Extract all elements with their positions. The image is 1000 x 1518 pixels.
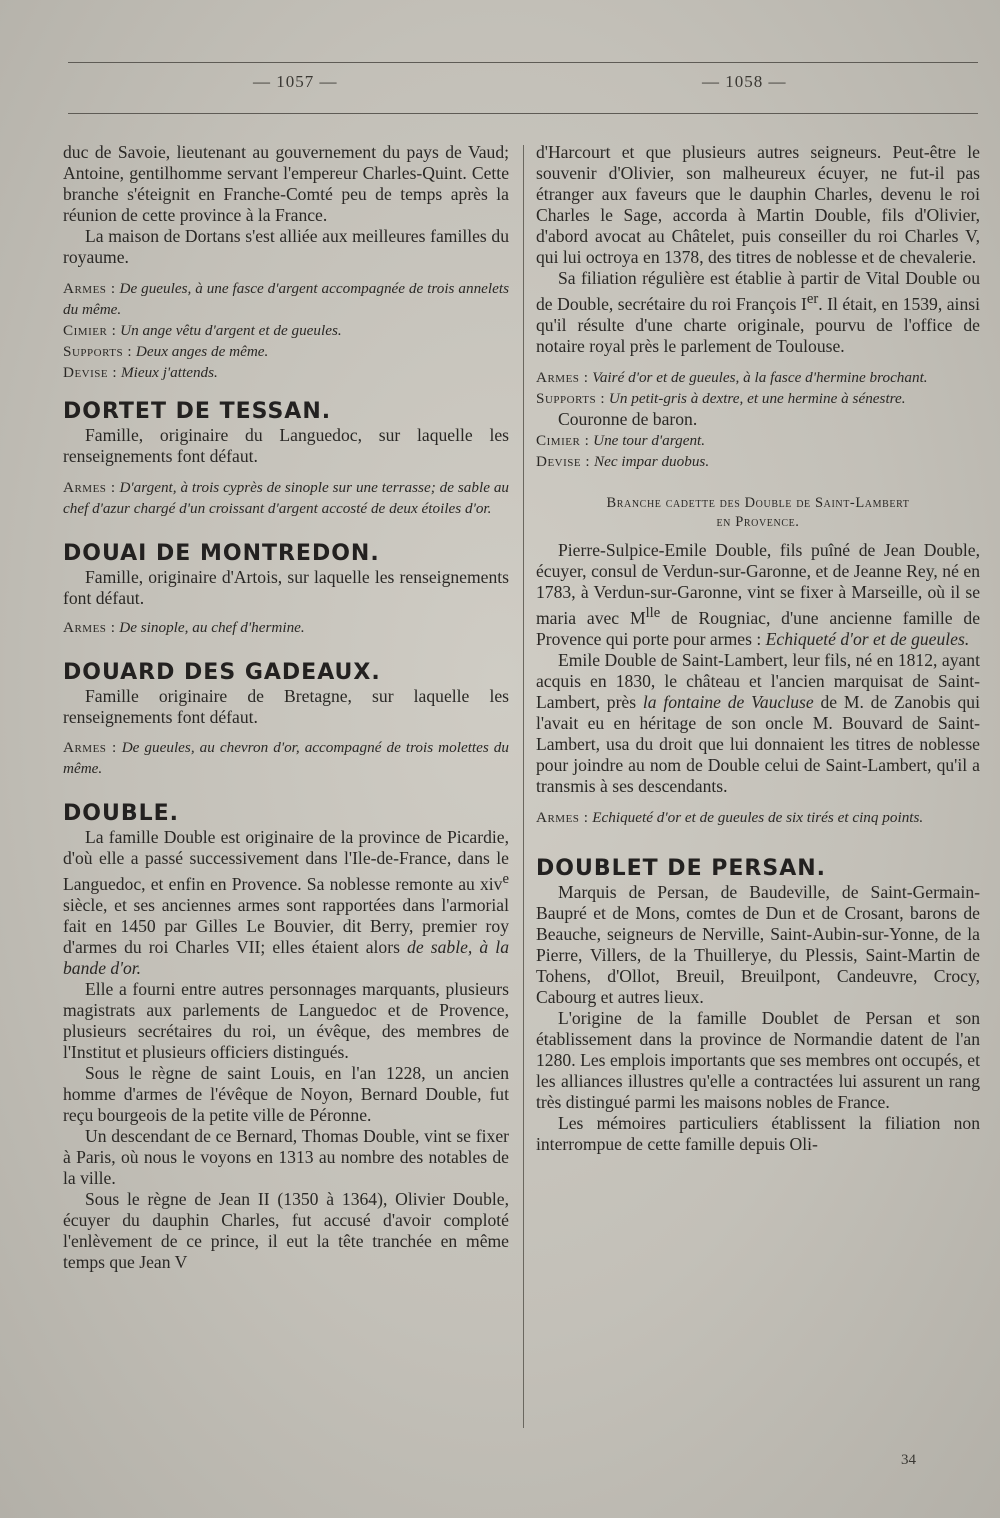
paragraph: Famille, originaire d'Artois, sur laquelle les renseignements font défaut. — [63, 567, 509, 608]
heraldry-label: Supports : — [63, 343, 133, 360]
heraldry-value: De sinople, au chef d'hermine. — [119, 619, 305, 636]
heraldry-label: Armes : — [63, 739, 117, 756]
superscript: lle — [645, 604, 661, 621]
right-column — [536, 142, 980, 1155]
text-run: de M. de Zanobis qui l'avait eu en héritage de son oncle M. Bouvard de Saint-Lambert, usa du droit que lui donnaient les titres de noblesse pour joindre au nom de Double celui de Saint-Lambert, qu'il a transmis à ses descendants. — [536, 691, 980, 796]
text-run: La famille Double est originaire de la province de Picardie, d'où elle a passé successivement dans l'Ile-de-France, dans le Languedoc, et enfin en Provence. Sa noblesse remonte au xiv — [63, 827, 509, 894]
heraldry-line — [63, 737, 509, 779]
heraldry-line — [63, 341, 509, 362]
paragraph: L'origine de la famille Doublet de Persan et son établissement dans la province de Normandie datent de l'an 1280. Les emplois importants que ses membres ont occupés, et les alliances illustres qu'elle a contractées lui assurent un rang très distingué parmi les maisons nobles de France. — [536, 1007, 980, 1112]
header-rule — [68, 113, 978, 114]
paragraph — [536, 650, 980, 797]
heraldry-label: Devise : — [63, 364, 118, 381]
heraldry-value: Deux anges de même. — [135, 343, 269, 360]
heraldry-label: Armes : — [63, 619, 116, 636]
paragraph — [536, 540, 980, 650]
heraldry-line — [63, 320, 509, 341]
paragraph: Famille, originaire du Languedoc, sur laquelle les renseignements font défaut. — [63, 425, 509, 466]
heraldry-value: Echiqueté d'or et de gueules de six tirés et cinq points. — [592, 808, 924, 826]
paragraph: Un descendant de ce Bernard, Thomas Double, vint se fixer à Paris, où nous le voyons en 1313 au nombre des notables de la ville. — [63, 1125, 509, 1188]
heraldry-label: Devise : — [536, 452, 591, 470]
heraldry-line — [536, 430, 980, 451]
column-divider — [523, 145, 524, 1428]
italic-run: la fontaine de Vaucluse — [642, 691, 814, 712]
heraldry-value: Une tour d'argent. — [593, 431, 706, 449]
heraldry-label: Armes : — [63, 479, 116, 496]
paragraph — [536, 268, 980, 357]
paragraph: Marquis de Persan, de Baudeville, de Saint-Germain-Baupré et de Mons, comtes de Dun et de Crosant, barons de Beauche, seigneurs de Nerville, Saint-Aubin-sur-Yonne, de la Pierre, Villers, de la Thuillerye, du Plessis, Saint-Martin de Tohens, d'Ollot, Breuil, Breuilpont, Candeuvre, Crocy, Cabourg et autres lieux. — [536, 881, 980, 1007]
entry-title-doublet: DOUBLET DE PERSAN. — [536, 855, 826, 881]
text-run: de Rougniac, d'une ancienne famille de Provence qui porte pour armes : — [536, 607, 981, 649]
heraldry-line — [536, 807, 980, 828]
paragraph: Elle a fourni entre autres personnages marquants, plusieurs magistrats aux parlements de Languedoc et de Provence, plusieurs secrétaires du roi, un évêque, des membres de l'Institut et plusieurs officiers distingués. — [63, 978, 509, 1062]
heraldry-value: Vairé d'or et de gueules, à la fasce d'hermine brochant. — [592, 368, 928, 386]
heraldry-label: Armes : — [536, 368, 589, 386]
page-number-right: — 1058 — — [702, 72, 787, 91]
heraldry-label: Supports : — [536, 389, 606, 407]
heraldry-value: Nec impar duobus. — [593, 452, 710, 470]
entry-title-douard: DOUARD DES GADEAUX. — [63, 660, 381, 685]
paragraph: Les mémoires particuliers établissent la filiation non interrompue de cette famille depuis Oli- — [536, 1112, 980, 1154]
text-run: Emile Double de Saint-Lambert, leur fils, né en 1812, ayant acquis en 1830, le château et l'ancien marquisat de Saint-Lambert, près — [536, 649, 980, 712]
italic-run: de sable, à la bande d'or. — [63, 936, 509, 978]
heraldry-label: Cimier : — [63, 322, 117, 339]
branch-title: Branche cadette des Double de Saint-Lambert — [606, 494, 910, 511]
paragraph: Sous le règne de saint Louis, en l'an 1228, un ancien homme d'armes de l'évêque de Noyon, Bernard Double, fut reçu bourgeois de la petite ville de Péronne. — [63, 1062, 509, 1125]
heraldry-line — [536, 451, 980, 472]
continuation-paragraph: duc de Savoie, lieutenant au gouvernement du pays de Vaud; Antoine, gentilhomme servant l'empereur Charles-Quint. Cette branche s'éteignit en Franche-Comté peu de temps après la réunion de cette province à la France. — [63, 142, 509, 225]
heraldry-value: Mieux j'attends. — [120, 364, 218, 381]
left-column — [63, 142, 509, 1273]
entry-title-double: DOUBLE. — [63, 801, 180, 826]
heraldry-label: Cimier : — [536, 431, 590, 449]
entry-title-douai: DOUAI DE MONTREDON. — [63, 541, 380, 566]
top-rule — [68, 62, 978, 63]
heraldry-line — [63, 362, 509, 383]
heraldry-line — [536, 388, 980, 409]
paragraph: Famille originaire de Bretagne, sur laquelle les renseignements font défaut. — [63, 686, 509, 727]
heraldry-value: De gueules, au chevron d'or, accompagné de trois molettes du même. — [63, 739, 509, 777]
paragraph: La maison de Dortans s'est alliée aux meilleures familles du royaume. — [63, 226, 509, 267]
text-run: Pierre-Sulpice-Emile Double, fils puîné de Jean Double, écuyer, consul de Verdun-sur-Garonne, et de Jeanne Rey, né en 1783, à Verdun-sur-Garonne, vint se fixer à Marseille, où il se maria avec M — [536, 539, 980, 628]
heraldry-label: Armes : — [63, 280, 116, 297]
superscript: e — [502, 871, 509, 887]
text-run: . Il était, en 1539, ainsi qu'il résulte d'une charte originale, pourvu de l'office de notaire royal près le parlement de Toulouse. — [536, 293, 980, 356]
heraldry-value: Un petit-gris à dextre, et une hermine à sénestre. — [608, 389, 906, 407]
heraldry-value: D'argent, à trois cyprès de sinople sur une terrasse; de sable au chef d'azur chargé d'un croissant d'argent accosté de deux étoiles d'or. — [63, 479, 510, 517]
heraldry-line — [63, 617, 509, 638]
paragraph: Sous le règne de Jean II (1350 à 1364), Olivier Double, écuyer du dauphin Charles, fut accusé d'avoir comploté l'enlèvement de ce prince, il eut la tête tranchée en même temps que Jean V — [63, 1188, 509, 1272]
text-run: siècle, et ses anciennes armes sont rapportées dans l'armorial fait en 1450 par Gilles Le Bouvier, dit Berry, premier roy d'armes du roi Charles VII; elles étaient alors — [63, 894, 509, 957]
heraldry-line — [63, 477, 509, 519]
heraldry-value: Un ange vêtu d'argent et de gueules. — [120, 322, 342, 339]
entry-title-dortet: DORTET DE TESSAN. — [63, 399, 332, 424]
crown-line: Couronne de baron. — [558, 408, 698, 429]
signature-mark: 34 — [901, 1452, 916, 1468]
text-run: Sa filiation régulière est établie à partir de Vital Double ou de Double, secrétaire du roi François I — [536, 268, 980, 314]
paragraph — [63, 827, 509, 979]
continuation-paragraph: d'Harcourt et que plusieurs autres seigneurs. Peut-être le souvenir d'Olivier, son malheureux écuyer, ne fut-il pas étranger aux faveurs que le dauphin Charles, devenu le roi Charles le Sage, accorda à Martin Double, fils d'Olivier, d'abord avocat au Châtelet, puis conseiller du roi Charles V, qui lui octroya en 1378, des titres de noblesse et de chevalerie. — [536, 142, 980, 267]
heraldry-label: Armes : — [536, 808, 589, 826]
page-number-left: — 1057 — — [253, 72, 338, 91]
heraldry-line — [63, 278, 509, 320]
branch-title: en Provence. — [716, 513, 800, 530]
heraldry-value: De gueules, à une fasce d'argent accompagnée de trois annelets du même. — [63, 280, 509, 318]
superscript: er — [806, 291, 819, 307]
italic-run: Echiqueté d'or et de gueules. — [765, 628, 970, 649]
heraldry-line — [536, 367, 980, 388]
